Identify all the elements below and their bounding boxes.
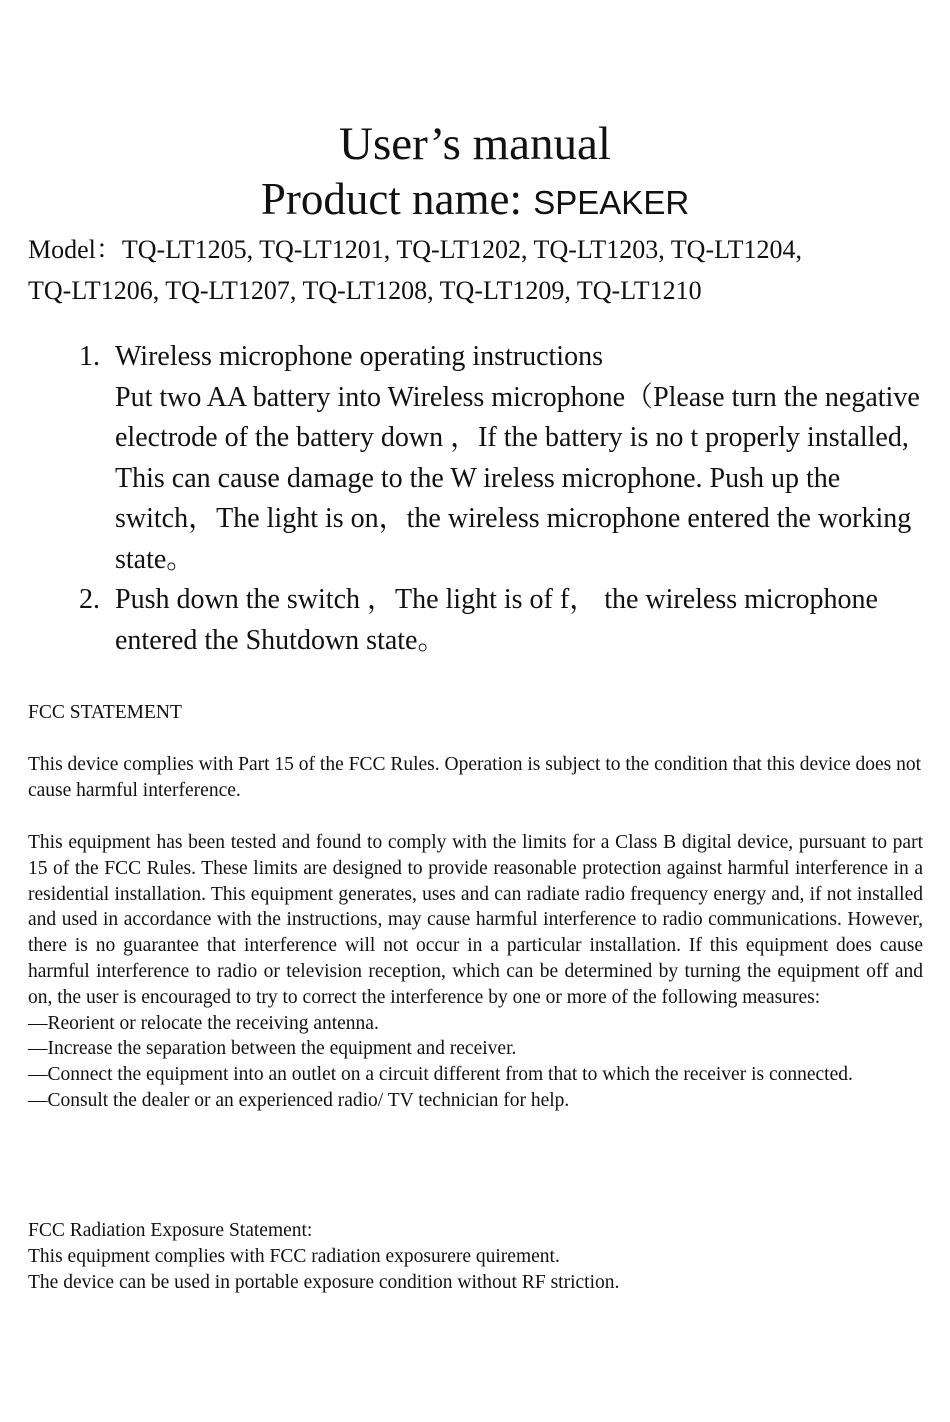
fcc-radiation-line: This equipment complies with FCC radiation exposurere quirement. xyxy=(28,1245,560,1267)
fcc-compliance-paragraph: This device complies with Part 15 of the FCC Rules. Operation is subject to the condition that this device does not cause harmful interference. xyxy=(28,754,922,801)
fcc-radiation-line: The device can be used in portable exposure condition without RF striction. xyxy=(28,1271,620,1293)
product-name-line xyxy=(0,172,950,230)
instruction-item xyxy=(60,337,930,580)
instruction-number: 1. xyxy=(79,341,100,372)
fcc-measure: —Increase the separation between the equipment and receiver. xyxy=(28,1038,517,1060)
instruction-heading: Wireless microphone operating instructions xyxy=(115,341,603,372)
instruction-text: Push down the switch ，The light is of f， the wireless microphone entered the Shutdown state。 xyxy=(115,584,878,656)
model-label: Model： xyxy=(28,235,122,264)
model-line-2: TQ-LT1206, TQ-LT1207, TQ-LT1208, TQ-LT1209, TQ-LT1210 xyxy=(28,276,702,305)
instruction-list xyxy=(60,337,930,661)
manual-title: User’s manual xyxy=(339,118,611,170)
fcc-measure: —Reorient or relocate the receiving antenna. xyxy=(28,1012,379,1034)
fcc-heading: FCC STATEMENT xyxy=(28,702,182,723)
fcc-measure: —Connect the equipment into an outlet on a circuit different from that to which the receiver is connected. xyxy=(28,1064,853,1086)
model-list xyxy=(28,229,933,311)
fcc-radiation-section xyxy=(28,1218,923,1295)
fcc-measure: —Consult the dealer or an experienced radio/ TV technician for help. xyxy=(28,1089,570,1111)
fcc-class-b-paragraph: This equipment has been tested and found to comply with the limits for a Class B digital device, pursuant to part 15 of the FCC Rules. These limits are designed to provide reasonable protection against harmful interference in a residential installation. This equipment generates, uses and can radiate radio frequency energy and, if not installed and used in accordance with the instructions, may cause harmful interference to radio communications. However, there is no guarantee that interference will not occur in a particular installation. If this equipment does cause harmful interference to radio or television reception, which can be determined by turning the equipment off and on, the user is encouraged to try to correct the interference by one or more of the following measures: xyxy=(28,832,923,1008)
instruction-text: Put two AA battery into Wireless microphone（Please turn the negative electrode of the battery down ，If the battery is no t properly installed, This can cause damage to the W ireless microphone. Push up the switch，The light is on，the wireless microphone entered the working state。 xyxy=(115,381,920,575)
product-name-label: Product name: xyxy=(260,174,523,224)
instruction-item xyxy=(60,580,930,661)
fcc-class-b-section xyxy=(28,830,923,1114)
product-name-value: SPEAKER xyxy=(533,184,690,221)
instruction-number: 2. xyxy=(79,584,100,615)
model-line-1: TQ-LT1205, TQ-LT1201, TQ-LT1202, TQ-LT1203, TQ-LT1204, xyxy=(121,235,802,264)
fcc-radiation-heading: FCC Radiation Exposure Statement: xyxy=(28,1220,313,1241)
